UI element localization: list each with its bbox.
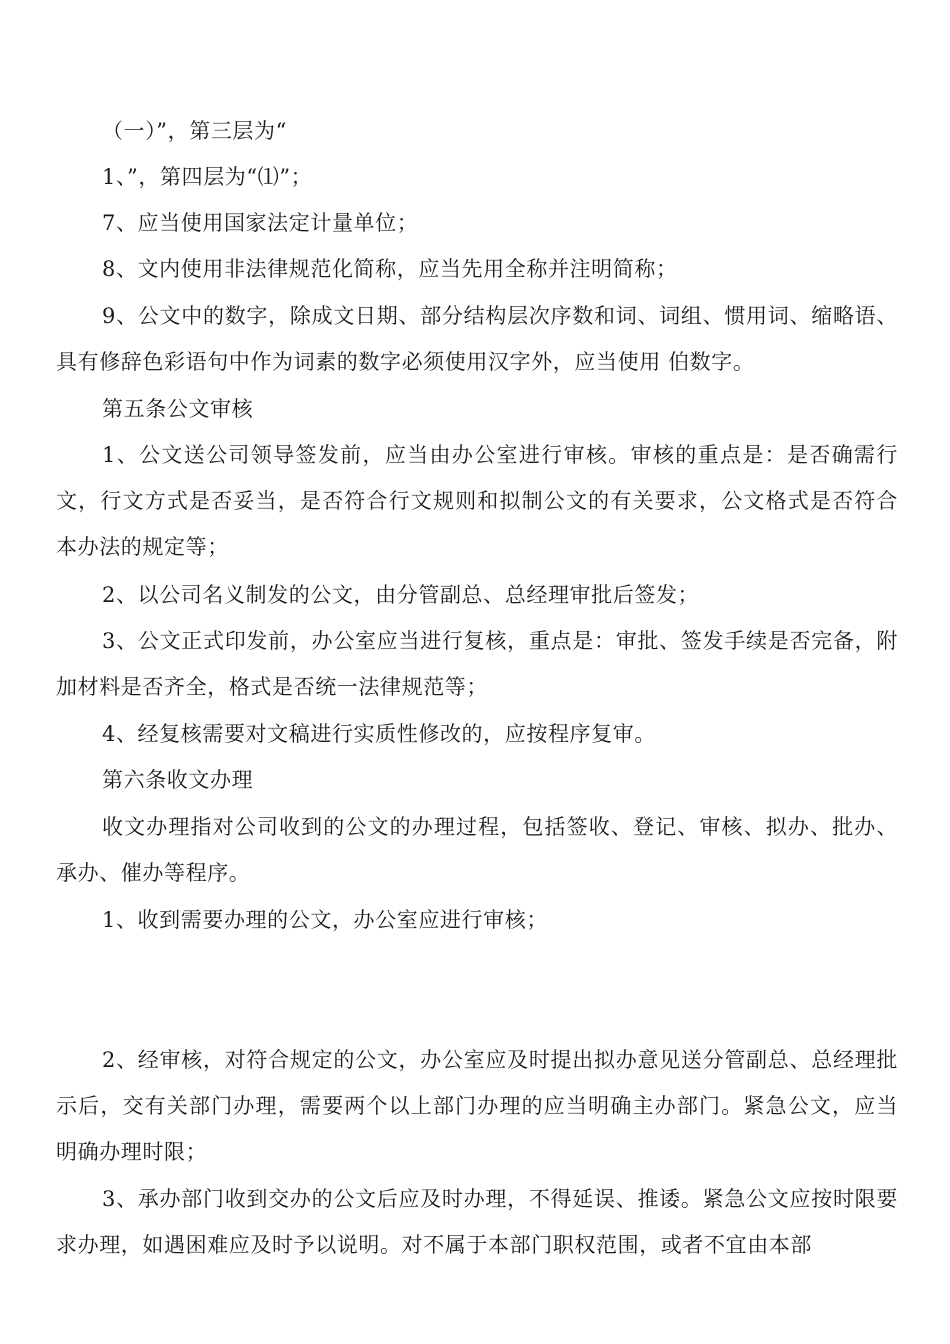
paragraph-receipt-1: 1、收到需要办理的公文，办公室应进行审核；	[102, 908, 548, 932]
paragraph-review-4: 4、经复核需要对文稿进行实质性修改的，应按程序复审。	[102, 722, 656, 746]
paragraph-item-9: 9、公文中的数字，除成文日期、部分结构层次序数和词、词组、惯用词、缩略语、具有修辞色彩语句中作为词素的数字必须使用汉字外，应当使用 伯数字。	[56, 304, 898, 374]
paragraph-receipt-3: 3、承办部门收到交办的公文后应及时办理，不得延误、推诿。紧急公文应按时限要求办理，如遇困难应及时予以说明。对不属于本部门职权范围，或者不宜由本部	[56, 1187, 898, 1257]
heading-article-6: 第六条收文办理	[102, 768, 254, 792]
paragraph-level-three-numbering: （一）”，第三层为“	[102, 119, 287, 143]
paragraph-receipt-2: 2、经审核，对符合规定的公文，办公室应及时提出拟办意见送分管副总、总经理批示后，交有关部门办理，需要两个以上部门办理的应当明确主办部门。紧急公文，应当明确办理时限；	[56, 1048, 898, 1164]
heading-article-5: 第五条公文审核	[102, 397, 254, 421]
paragraph-review-3: 3、公文正式印发前，办公室应当进行复核，重点是：审批、签发手续是否完备，附加材料是否齐全，格式是否统一法律规范等；	[56, 629, 898, 699]
paragraph-item-7: 7、应当使用国家法定计量单位；	[102, 211, 419, 235]
paragraph-review-2: 2、以公司名义制发的公文，由分管副总、总经理审批后签发；	[102, 583, 700, 607]
paragraph-level-four-numbering: 1、”，第四层为“⑴”；	[102, 165, 313, 189]
paragraph-receipt-intro: 收文办理指对公司收到的公文的办理过程，包括签收、登记、审核、拟办、批办、承办、催办等程序。	[56, 815, 898, 885]
paragraph-item-8: 8、文内使用非法律规范化简称，应当先用全称并注明简称；	[102, 257, 678, 281]
paragraph-review-1: 1、公文送公司领导签发前，应当由办公室进行审核。审核的重点是：是否确需行文，行文方式是否妥当，是否符合行文规则和拟制公文的有关要求，公文格式是否符合本办法的规定等；	[56, 443, 898, 559]
